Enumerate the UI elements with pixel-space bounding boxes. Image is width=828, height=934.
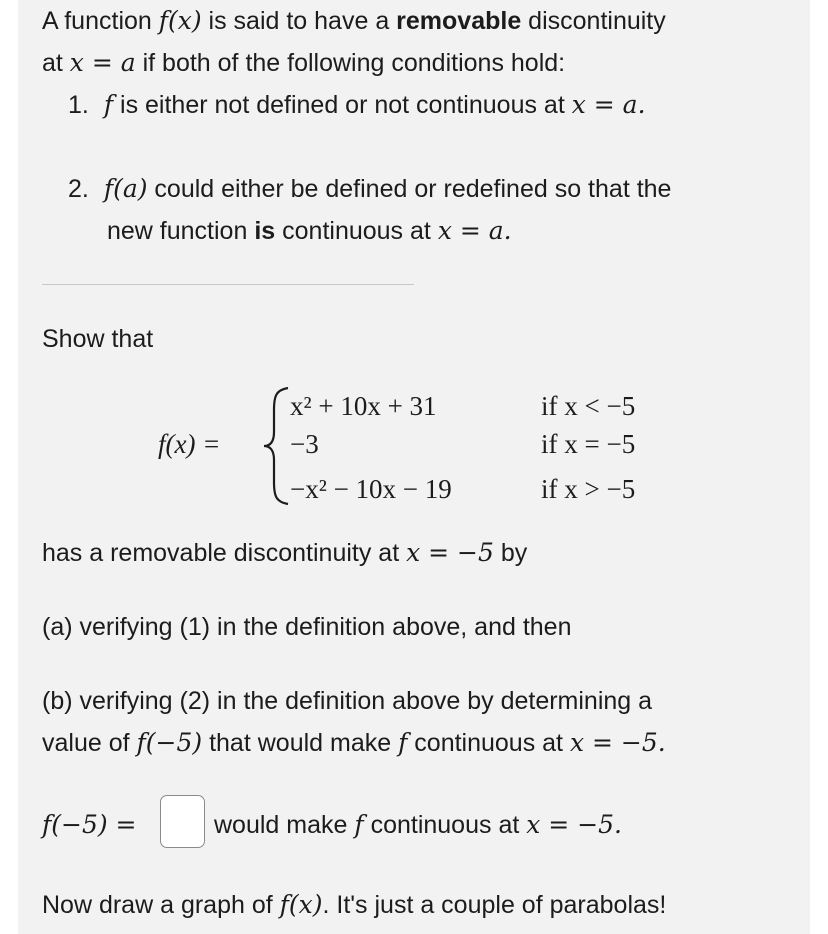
- condition-text: could either be defined or redefined so that the: [147, 175, 672, 203]
- condition-text: new function: [107, 217, 255, 245]
- definition-text: discontinuity: [521, 7, 666, 35]
- math-x-eq-neg5: x = −5: [406, 538, 494, 567]
- part-b-text: that would make: [202, 729, 399, 757]
- answer-suffix-text: continuous at: [363, 811, 527, 839]
- math-f: f: [354, 810, 364, 839]
- math-x-eq-neg5: x = −5.: [569, 728, 666, 757]
- definition-text: is said to have a: [201, 7, 397, 35]
- condition-2-line-2: [107, 216, 512, 246]
- part-b-text: continuous at: [407, 729, 570, 757]
- math-f: f: [398, 728, 408, 757]
- definition-text: if both of the following conditions hold:: [135, 49, 566, 77]
- definition-text: A function: [42, 7, 159, 35]
- graph-instruction: [42, 890, 666, 920]
- question-panel: [18, 0, 810, 934]
- answer-suffix-text: would make: [214, 811, 355, 839]
- removable-statement: [42, 538, 527, 568]
- math-f-x: f(x): [279, 890, 323, 919]
- piece-3-expr: −x² − 10x − 19: [290, 474, 452, 504]
- answer-input[interactable]: [160, 795, 205, 848]
- definition-text: at: [42, 49, 70, 77]
- condition-2: [68, 174, 671, 204]
- math-f-neg5: f(−5): [136, 728, 203, 757]
- is-keyword: is: [254, 217, 276, 245]
- condition-text: continuous at: [275, 217, 438, 245]
- condition-number: 2.: [68, 175, 89, 203]
- condition-number: 1.: [68, 91, 89, 119]
- condition-1: [68, 90, 646, 120]
- part-b-text: value of: [42, 729, 137, 757]
- statement-text: has a removable discontinuity at: [42, 539, 407, 567]
- graph-text: Now draw a graph of: [42, 891, 280, 919]
- condition-text: is either not defined or not continuous at: [113, 91, 572, 119]
- part-b-line-1: (b) verifying (2) in the definition above by determining a: [42, 687, 653, 715]
- piece-3-condition: if x > −5: [541, 474, 636, 504]
- definition-line-2: [42, 48, 565, 78]
- math-x-eq-a: x = a: [69, 48, 136, 77]
- left-brace: [262, 386, 292, 506]
- math-f-x: f(x): [158, 6, 202, 35]
- math-x-eq-neg5: x = −5.: [526, 810, 622, 839]
- part-a: (a) verifying (1) in the definition above, and then: [42, 613, 572, 641]
- answer-label: f(−5) =: [42, 810, 137, 839]
- show-that: Show that: [42, 325, 154, 353]
- definition-line-1: [42, 6, 666, 36]
- graph-text: . It's just a couple of parabolas!: [322, 891, 667, 919]
- answer-suffix: [214, 810, 622, 840]
- function-lhs: f(x) =: [158, 429, 221, 459]
- piece-1-expr: x² + 10x + 31: [290, 391, 437, 421]
- removable-keyword: removable: [396, 7, 522, 35]
- piece-1-condition: if x < −5: [541, 391, 636, 421]
- part-b-line-2: [42, 728, 666, 758]
- piece-2-condition: if x = −5: [541, 429, 636, 459]
- math-x-eq-a: x = a.: [571, 90, 646, 119]
- math-x-eq-a: x = a.: [437, 216, 512, 245]
- math-f: f: [103, 90, 114, 119]
- piece-2-expr: −3: [290, 429, 319, 459]
- divider: [42, 284, 414, 285]
- math-f-a: f(a): [103, 174, 148, 203]
- statement-text: by: [493, 539, 528, 567]
